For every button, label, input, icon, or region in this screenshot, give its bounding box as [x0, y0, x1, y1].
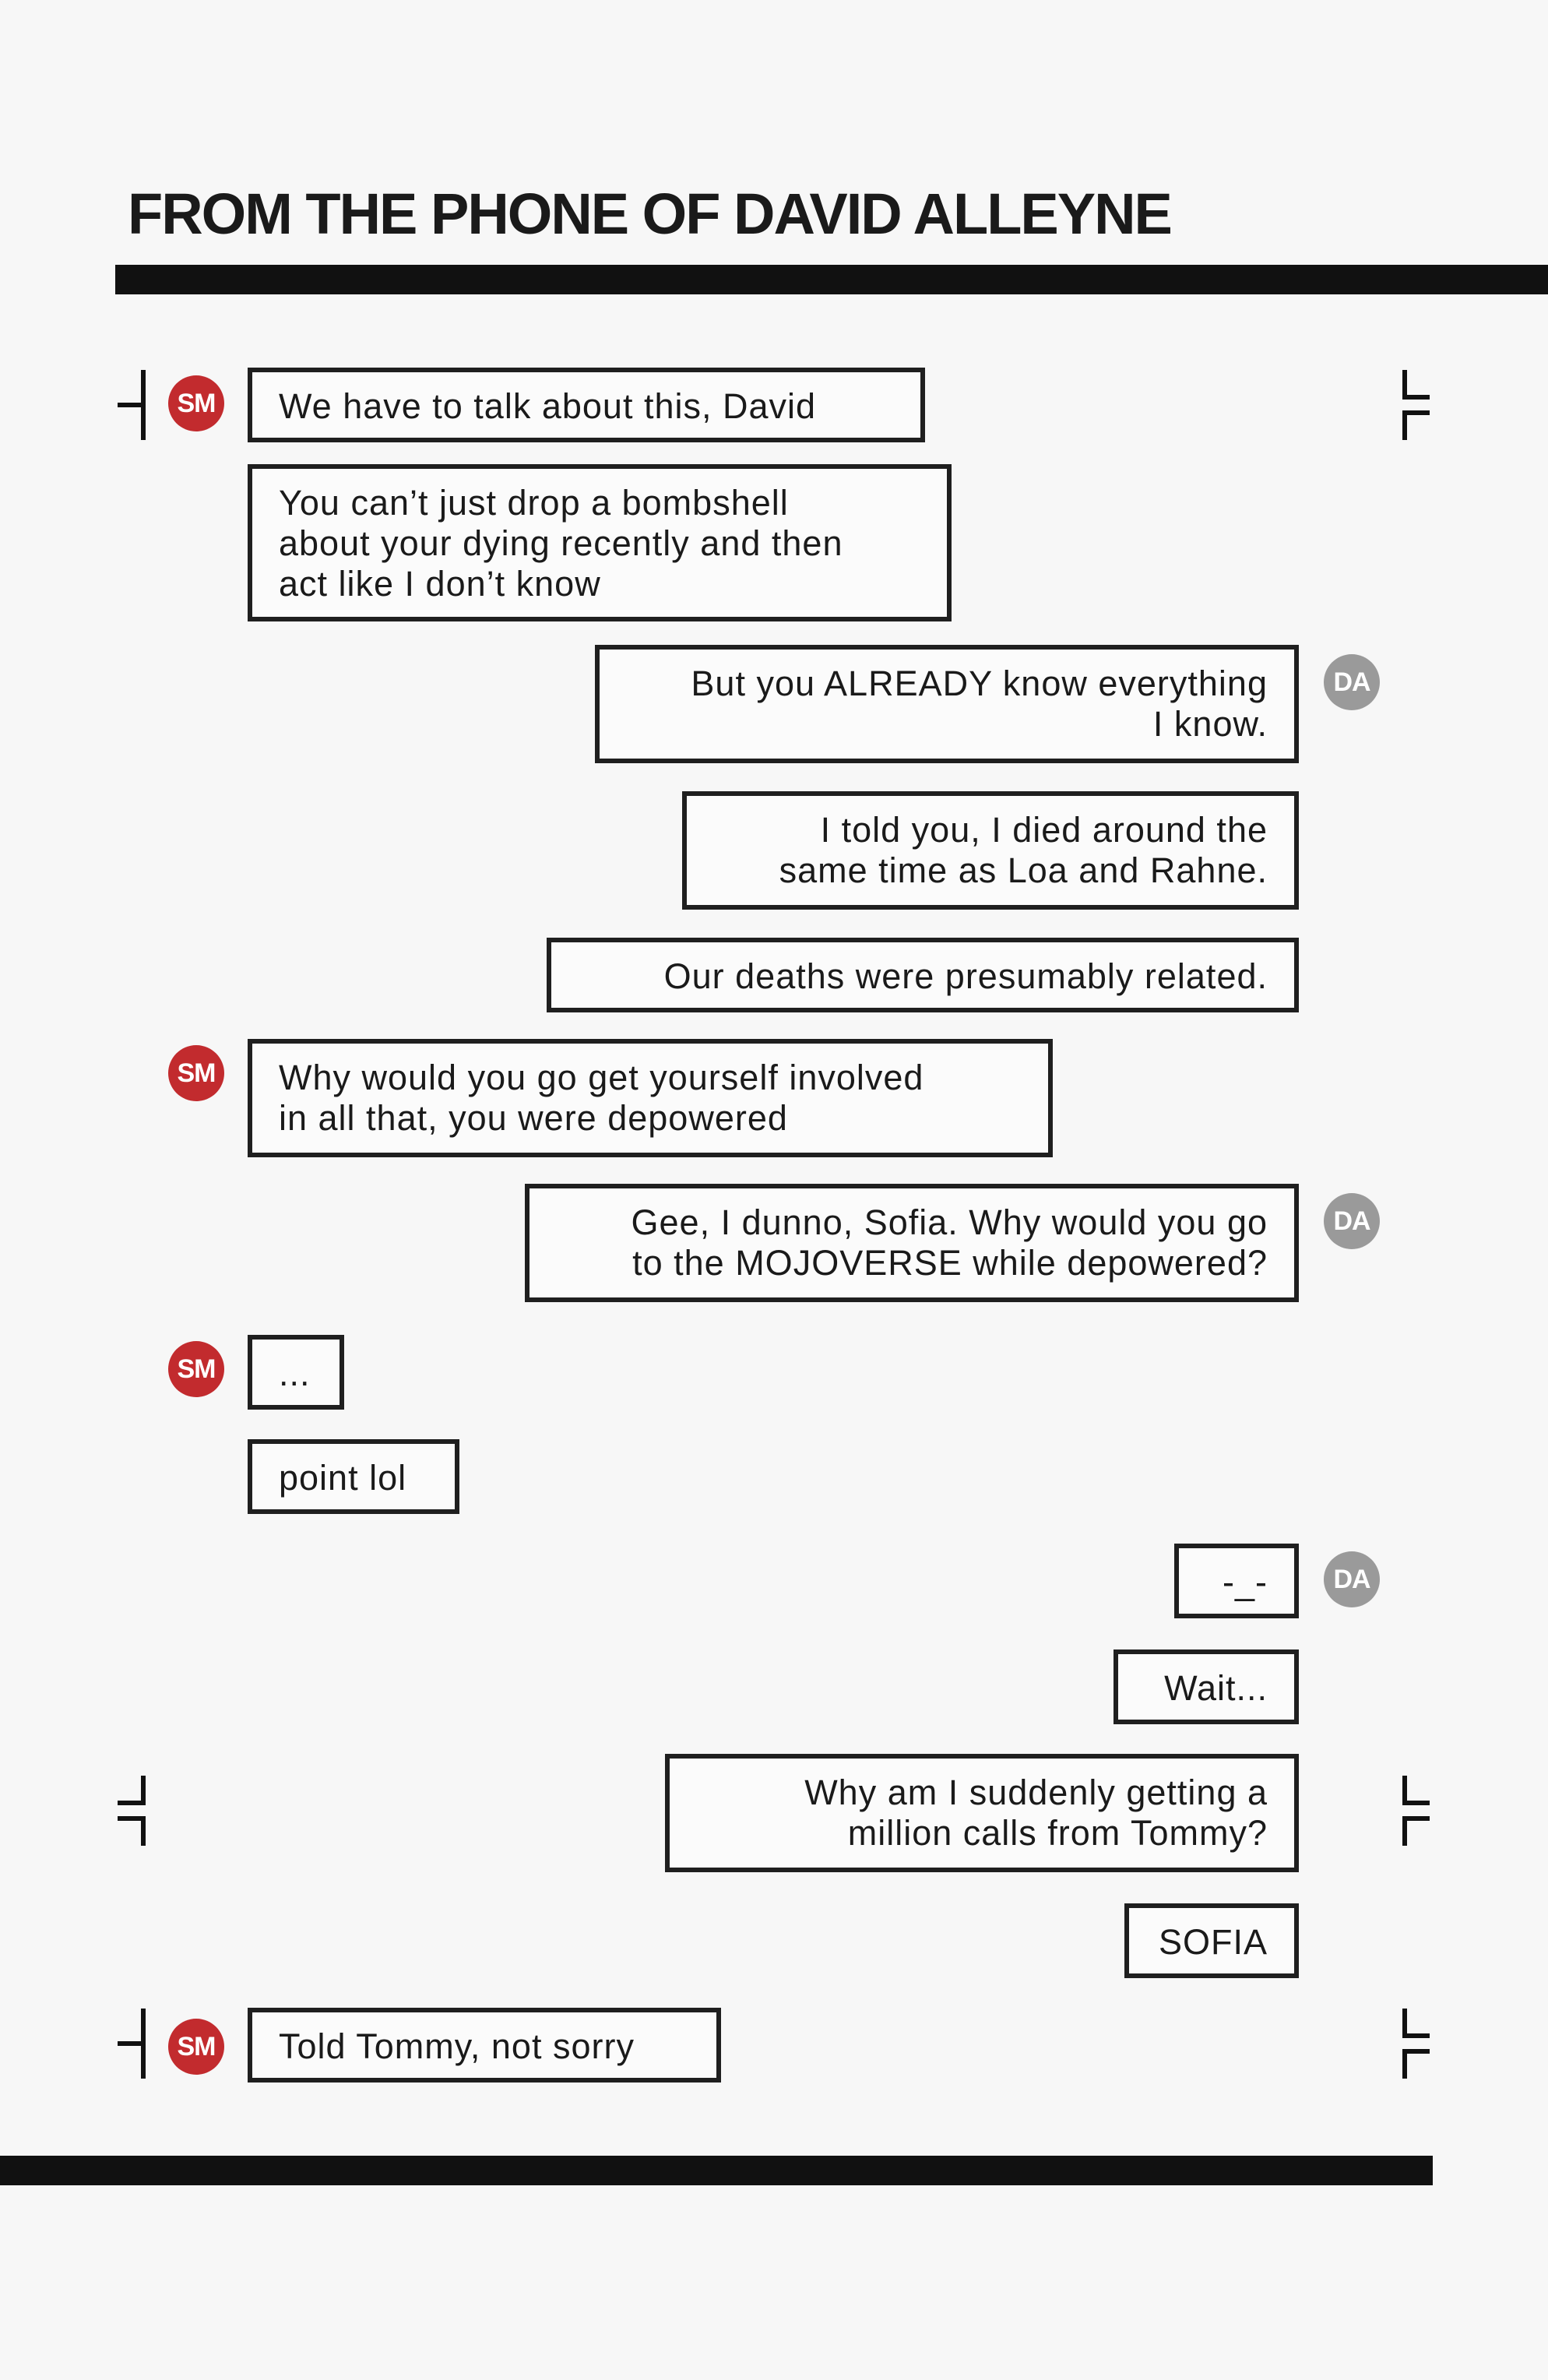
- message-bubble-sm: Why would you go get yourself involved in all that, you were depowered: [248, 1039, 1053, 1157]
- message-bubble-da: I told you, I died around the same time as Loa and Rahne.: [682, 791, 1299, 910]
- message-bubble-da: Gee, I dunno, Sofia. Why would you go to the MOJOVERSE while depowered?: [525, 1184, 1299, 1302]
- message-bubble-sm: You can’t just drop a bombshell about your dying recently and then act like I don’t know: [248, 464, 952, 621]
- left-bracket-icon: [114, 2006, 150, 2081]
- message-bubble-da: Wait...: [1114, 1649, 1299, 1724]
- message-bubble-sm: Told Tommy, not sorry: [248, 2008, 721, 2082]
- message-bubble-da: Our deaths were presumably related.: [547, 938, 1299, 1012]
- message-bubble-sm: ...: [248, 1335, 344, 1410]
- sender-avatar-da: DA: [1324, 1193, 1380, 1249]
- sender-avatar-sm: SM: [168, 1341, 224, 1397]
- sender-avatar-da: DA: [1324, 1551, 1380, 1607]
- message-bubble-da: -_-: [1174, 1544, 1299, 1618]
- right-bracket-icon: [1398, 368, 1434, 442]
- right-bracket-icon: [1398, 1773, 1434, 1848]
- left-bracket-icon: [114, 1773, 150, 1848]
- left-bracket-icon: [114, 368, 150, 442]
- message-bubble-da: Why am I suddenly getting a million calls from Tommy?: [665, 1754, 1299, 1872]
- sender-avatar-sm: SM: [168, 2019, 224, 2075]
- message-bubble-da: SOFIA: [1124, 1903, 1299, 1978]
- sender-avatar-sm: SM: [168, 375, 224, 431]
- message-bubble-sm: We have to talk about this, David: [248, 368, 925, 442]
- message-bubble-da: But you ALREADY know everything I know.: [595, 645, 1299, 763]
- message-bubble-sm: point lol: [248, 1439, 459, 1514]
- sender-avatar-da: DA: [1324, 654, 1380, 710]
- footer-divider-bar: [0, 2156, 1433, 2185]
- right-bracket-icon: [1398, 2006, 1434, 2081]
- sender-avatar-sm: SM: [168, 1045, 224, 1101]
- page-title: FROM THE PHONE OF DAVID ALLEYNE: [128, 181, 1171, 246]
- header-divider-bar: [115, 265, 1548, 294]
